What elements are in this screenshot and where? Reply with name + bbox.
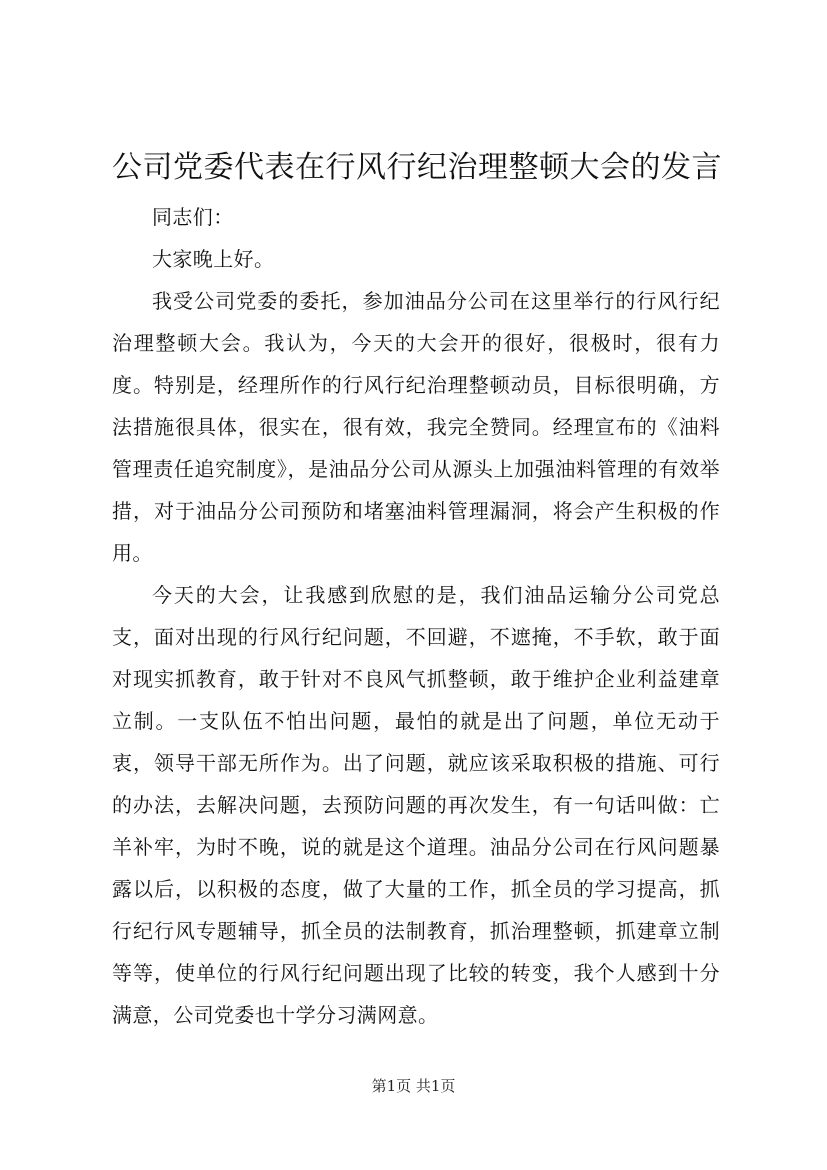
paragraph-salutation: 同志们： (152, 205, 234, 229)
document-body (112, 196, 720, 1036)
document-title: 公司党委代表在行风行纪治理整顿大会的发言 (112, 150, 722, 185)
paragraph-body-1: 我受公司党委的委托，参加油品分公司在这里举行的行风行纪治理整顿大会。我认为，今天的大会开的很好，很极时，很有力度。特别是，经理所作的行风行纪治理整顿动员，目标很明确，方法措施很具体，很实在，很有效，我完全赞同。经理宣布的《油料管理责任追究制度》，是油品分公司从源头上加强油料管理的有效举措，对于油品分公司预防和堵塞油料管理漏洞，将会产生积极的作用。 (112, 289, 720, 565)
page-footer (0, 1076, 827, 1096)
page-number-current: 第1页 (371, 1077, 412, 1095)
paragraph-greeting: 大家晚上好。 (152, 247, 275, 271)
page-number-total: 共1页 (415, 1077, 456, 1095)
paragraph-body-2: 今天的大会，让我感到欣慰的是，我们油品运输分公司党总支，面对出现的行风行纪问题，不回避，不遮掩，不手软，敢于面对现实抓教育，敢于针对不良风气抓整顿，敢于维护企业利益建章立制。一支队伍不怕出问题，最怕的就是出了问题，单位无动于衷，领导干部无所作为。出了问题，就应该采取积极的措施、可行的办法，去解决问题，去预防问题的再次发生，有一句话叫做：亡羊补牢，为时不晚，说的就是这个道理。油品分公司在行风问题暴露以后，以积极的态度，做了大量的工作，抓全员的学习提高，抓行纪行风专题辅导，抓全员的法制教育，抓治理整顿，抓建章立制等等，使单位的行风行纪问题出现了比较的转变，我个人感到十分满意，公司党委也十学分习满网意。 (112, 583, 720, 1027)
